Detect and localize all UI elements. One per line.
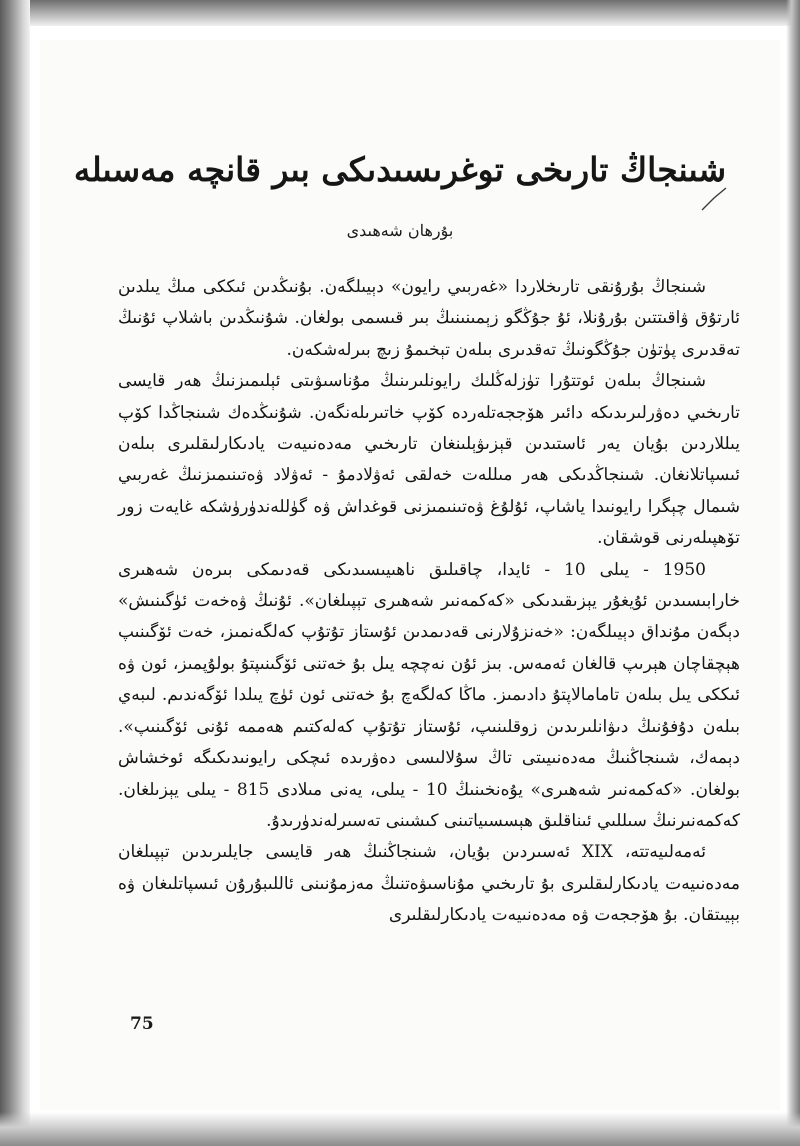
- paragraph-4: ئەمەلىيەتتە، XIX ئەسىردىن بۇيان، شىنجاڭنىڭ ھەر قايسى جايلىرىدىن تېپىلغان مەدەنىيەت يادىكارلىقلىرى بۇ تارىخىي مۇناسىۋەتنىڭ مەزمۇنىنى ئاللىبۇرۇن ئىسپاتلىغان ۋە بېيىتقان. بۇ ھۆججەت ۋە مەدەنىيەت يادىكارلىقلىرى: [118, 842, 740, 926]
- article-title: شىنجاڭ تارىخى توغرىسىدىكى بىر قانچە مەسىلە: [73, 150, 727, 189]
- paragraph-1: شىنجاڭ بۇرۇنقى تارىخلاردا «غەربىي رايون» دېيىلگەن. بۇنىڭدىن ئىككى مىڭ يىلدىن ئارتۇق ۋاقىتتىن بۇرۇنلا، ئۇ جۇڭگو زېمىنىنىڭ بىر قىسمى بولغان. شۇنىڭدىن باشلاپ ئۇنىڭ تەقدىرى پۈتۈن جۇڭگونىڭ تەقدىرى بىلەن تېخىمۇ زىچ بىرلەشكەن.: [118, 277, 740, 360]
- paragraph-3: 1950 - يىلى 10 - ئايدا، چاقىلىق ناھىيىسىدىكى قەدىمكى بىرەن شەھىرى خارابىسىدىن ئۇيغۇر يېزىقىدىكى «كەكمەنىر شەھىرى تېپىلغان». ئۇنىڭ ۋەخەت ئۈگىنىش» دېگەن مۇنداق دېيىلگەن: «خەنزۇلارنى قەدىمدىن ئۇستاز تۇتۇپ كەلگەنمىز، خەت ئۆگىنىپ ھېچقاچان ھېرىپ قالغان ئەمەس. بىز ئۇن نەچچە يىل بۇ خەتنى ئۆگىنىپتۇ بولۇپمىز، ئون ۋە ئىككى يىل بىلەن تامامالاپتۇ دادىمىز. ماڭا كەلگەچ بۇ خەتنى ئون ئۈچ يىلدا ئۆگەندىم. لىبەي بىلەن دۇفۇنىڭ دىۋانلىرىدىن زوقلىنىپ، ئۇستاز تۇتۇپ كەلەكتىم ھەممە ئۇنى ئۆگىنىپ». دېمەك، شىنجاڭنىڭ مەدەنىيىتى تاڭ سۇلالىسى دەۋرىدە ئىچكى رايونىدىكىگە ئوخشاش بولغان. «كەكمەنىر شەھىرى» يۇەنخىنىڭ 10 - يىلى، يەنى مىلادى 815 - يىلى يېزىلغان. كەكمەنىرنىڭ سىللىي ئىناقلىق ھېسسىياتىنى كىشىنى تەسىرلەندۈرىدۇ.: [118, 559, 741, 831]
- article-author: بۇرھان شەھىدى: [346, 221, 454, 240]
- scan-shadow-bottom: [0, 1112, 800, 1146]
- pen-stroke-mark: [700, 186, 728, 212]
- page-number: 75: [130, 1014, 154, 1034]
- article-body: [118, 272, 740, 932]
- scan-shadow-top: [0, 0, 800, 26]
- paragraph-2: شىنجاڭ بىلەن ئوتتۇرا تۈزلەڭلىك رايونلىرىنىڭ مۇناسىۋىتى ئېلىمىزنىڭ ھەر قايسى تارىخىي دەۋرلىرىدىكە دائىر ھۆججەتلەردە كۆپ خاتىرىلەنگەن. شۇنىڭدەك شىنجاڭدا كۆپ يىللاردىن بۇيان يەر ئاستىدىن قېزىۋېلىنغان تارىخىي مەدەنىيەت يادىكارلىقلىرى بىلەن ئىسپاتلانغان. شىنجاڭدىكى ھەر مىللەت خەلقى ئەۋلادمۇ - ئەۋلاد ۋەتىنىمىزنىڭ غەربىي شىمال چېگرا رايونىدا ياشاپ، ئۇلۇغ ۋەتىنىمىزنى قوغداش ۋە گۈللەندۈرۈشكە غايەت زور تۆھپىلەرنى قوشقان.: [118, 371, 740, 549]
